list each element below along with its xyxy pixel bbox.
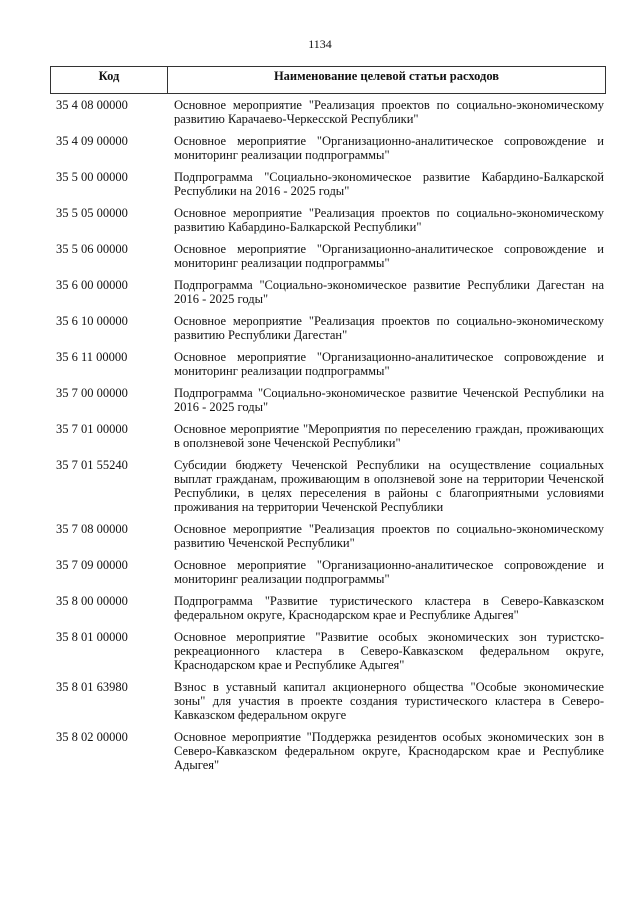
row-code: 35 4 08 00000: [56, 98, 128, 112]
table-row: [56, 206, 604, 234]
table-row: [56, 630, 604, 672]
row-code: 35 5 05 00000: [56, 206, 128, 220]
row-code: 35 6 10 00000: [56, 314, 128, 328]
row-code: 35 7 08 00000: [56, 522, 128, 536]
table-row: [56, 386, 604, 414]
table-body: [56, 98, 604, 780]
table-row: [56, 350, 604, 378]
row-code: 35 5 00 00000: [56, 170, 128, 184]
row-code: 35 5 06 00000: [56, 242, 128, 256]
table-row: [56, 680, 604, 722]
table-row: [56, 278, 604, 306]
row-text: Основное мероприятие "Реализация проектов по социально-экономическому развитию Республики Дагестан": [174, 314, 604, 342]
table-row: [56, 730, 604, 772]
table-row: [56, 170, 604, 198]
row-text: Основное мероприятие "Организационно-аналитическое сопровождение и мониторинг реализации подпрограммы": [174, 242, 604, 270]
row-text: Подпрограмма "Социально-экономическое развитие Кабардино-Балкарской Республики на 2016 - 2025 годы": [174, 170, 604, 198]
row-text: Основное мероприятие "Мероприятия по переселению граждан, проживающих в оползневой зоне Чеченской Республики": [174, 422, 604, 450]
row-text: Подпрограмма "Развитие туристического кластера в Северо-Кавказском федеральном округе, Краснодарском крае и Республике Адыгея": [174, 594, 604, 622]
row-code: 35 7 00 00000: [56, 386, 128, 400]
table-row: [56, 594, 604, 622]
row-code: 35 4 09 00000: [56, 134, 128, 148]
table-row: [56, 134, 604, 162]
row-text: Подпрограмма "Социально-экономическое развитие Республики Дагестан на 2016 - 2025 годы": [174, 278, 604, 306]
row-text: Основное мероприятие "Организационно-аналитическое сопровождение и мониторинг реализации подпрограммы": [174, 350, 604, 378]
row-text: Основное мероприятие "Реализация проектов по социально-экономическому развитию Карачаево-Черкесской Республики": [174, 98, 604, 126]
row-code: 35 7 09 00000: [56, 558, 128, 572]
table-row: [56, 98, 604, 126]
row-code: 35 7 01 00000: [56, 422, 128, 436]
table-row: [56, 522, 604, 550]
row-text: Субсидии бюджету Чеченской Республики на осуществление социальных выплат гражданам, проживающим в оползневой зоне на территории Чеченской Республики, в целях переселения в районы с благоприятными условиями проживания на территории Чеченской Республики: [174, 458, 604, 514]
row-code: 35 6 11 00000: [56, 350, 128, 364]
table-row: [56, 558, 604, 586]
table-row: [56, 458, 604, 514]
row-text: Основное мероприятие "Реализация проектов по социально-экономическому развитию Кабардино-Балкарской Республики": [174, 206, 604, 234]
row-text: Основное мероприятие "Поддержка резидентов особых экономических зон в Северо-Кавказском федеральном округе, Краснодарском крае и Республике Адыгея": [174, 730, 604, 772]
row-text: Основное мероприятие "Развитие особых экономических зон туристско-рекреационного кластера в Северо-Кавказском федеральном округе, Краснодарском крае и Республике Адыгея": [174, 630, 604, 672]
table-header: [50, 66, 606, 94]
row-code: 35 8 00 00000: [56, 594, 128, 608]
table-row: [56, 314, 604, 342]
row-text: Основное мероприятие "Организационно-аналитическое сопровождение и мониторинг реализации подпрограммы": [174, 558, 604, 586]
header-code: Код: [51, 67, 168, 93]
row-code: 35 8 01 63980: [56, 680, 128, 694]
row-code: 35 6 00 00000: [56, 278, 128, 292]
row-text: Взнос в уставный капитал акционерного общества "Особые экономические зоны" для участия в проекте создания туристического кластера в Северо-Кавказском федеральном округе: [174, 680, 604, 722]
row-code: 35 8 01 00000: [56, 630, 128, 644]
row-code: 35 7 01 55240: [56, 458, 128, 472]
row-text: Подпрограмма "Социально-экономическое развитие Чеченской Республики на 2016 - 2025 годы": [174, 386, 604, 414]
page-number: 1134: [308, 37, 332, 51]
row-code: 35 8 02 00000: [56, 730, 128, 744]
row-text: Основное мероприятие "Организационно-аналитическое сопровождение и мониторинг реализации подпрограммы": [174, 134, 604, 162]
row-text: Основное мероприятие "Реализация проектов по социально-экономическому развитию Чеченской Республики": [174, 522, 604, 550]
header-name: Наименование целевой статьи расходов: [273, 69, 500, 83]
table-row: [56, 422, 604, 450]
table-row: [56, 242, 604, 270]
